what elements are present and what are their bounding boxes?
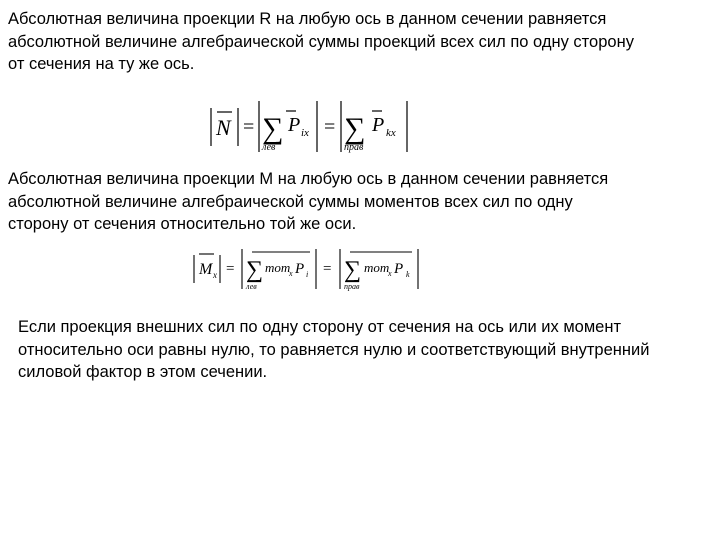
sum-symbol: ∑ — [246, 257, 264, 283]
sum-term-subscript: kx — [386, 127, 396, 139]
sum-symbol: ∑ — [344, 112, 366, 145]
text-line: Абсолютная величина проекции R на любую ось в данном сечении равняется — [8, 10, 607, 28]
formula-moment-sum — [186, 245, 422, 293]
sum-term-subscript: k — [406, 270, 410, 279]
sum-mom-subscript: x — [388, 269, 392, 278]
equals-sign: = — [243, 116, 255, 138]
equals-sign: = — [323, 261, 332, 277]
sum-term: P — [288, 114, 301, 136]
sum-term-subscript: i — [306, 270, 309, 279]
sum-symbol: ∑ — [344, 257, 362, 283]
text-line: Абсолютная величина проекции М на любую ось в данном сечении равняется — [8, 170, 609, 188]
sum-limit: лев — [262, 142, 276, 153]
sum-mom-subscript: x — [289, 269, 293, 278]
paragraph-moment-projection — [8, 168, 608, 236]
sum-limit: прав — [344, 142, 364, 153]
sum-term: P — [372, 114, 385, 136]
formula-force-sum — [200, 98, 412, 162]
formula-lhs: N — [216, 115, 231, 140]
text-line: силовой фактор в этом сечении. — [18, 363, 268, 381]
sum-term: P — [295, 261, 305, 277]
equals-sign: = — [324, 116, 336, 138]
sum-limit: лев — [246, 282, 257, 291]
formula-lhs: M — [199, 261, 213, 278]
sum-limit: прав — [344, 282, 360, 291]
text-line: Если проекция внешних сил по одну сторону от сечения на ось или их момент — [18, 318, 622, 336]
sum-mom: mom — [364, 260, 390, 275]
text-line: от сечения на ту же ось. — [8, 55, 195, 73]
sum-symbol: ∑ — [262, 112, 284, 145]
equals-sign: = — [226, 261, 235, 277]
paragraph-zero-condition — [18, 316, 649, 384]
formula-lhs-subscript: x — [213, 270, 217, 280]
sum-term: P — [394, 261, 404, 277]
text-line: абсолютной величине алгебраической суммы проекций всех сил по одну сторону — [8, 32, 634, 51]
text-line: относительно оси равны нулю, то равняется нулю и соответствующий внутренний — [18, 340, 650, 359]
sum-term-subscript: ix — [301, 127, 309, 139]
text-line: абсолютной величине алгебраической суммы моментов всех сил по одну — [8, 192, 573, 211]
sum-mom: mom — [265, 260, 291, 275]
text-line: сторону от сечения относительно той же оси. — [8, 215, 357, 233]
paragraph-force-projection — [8, 8, 634, 76]
